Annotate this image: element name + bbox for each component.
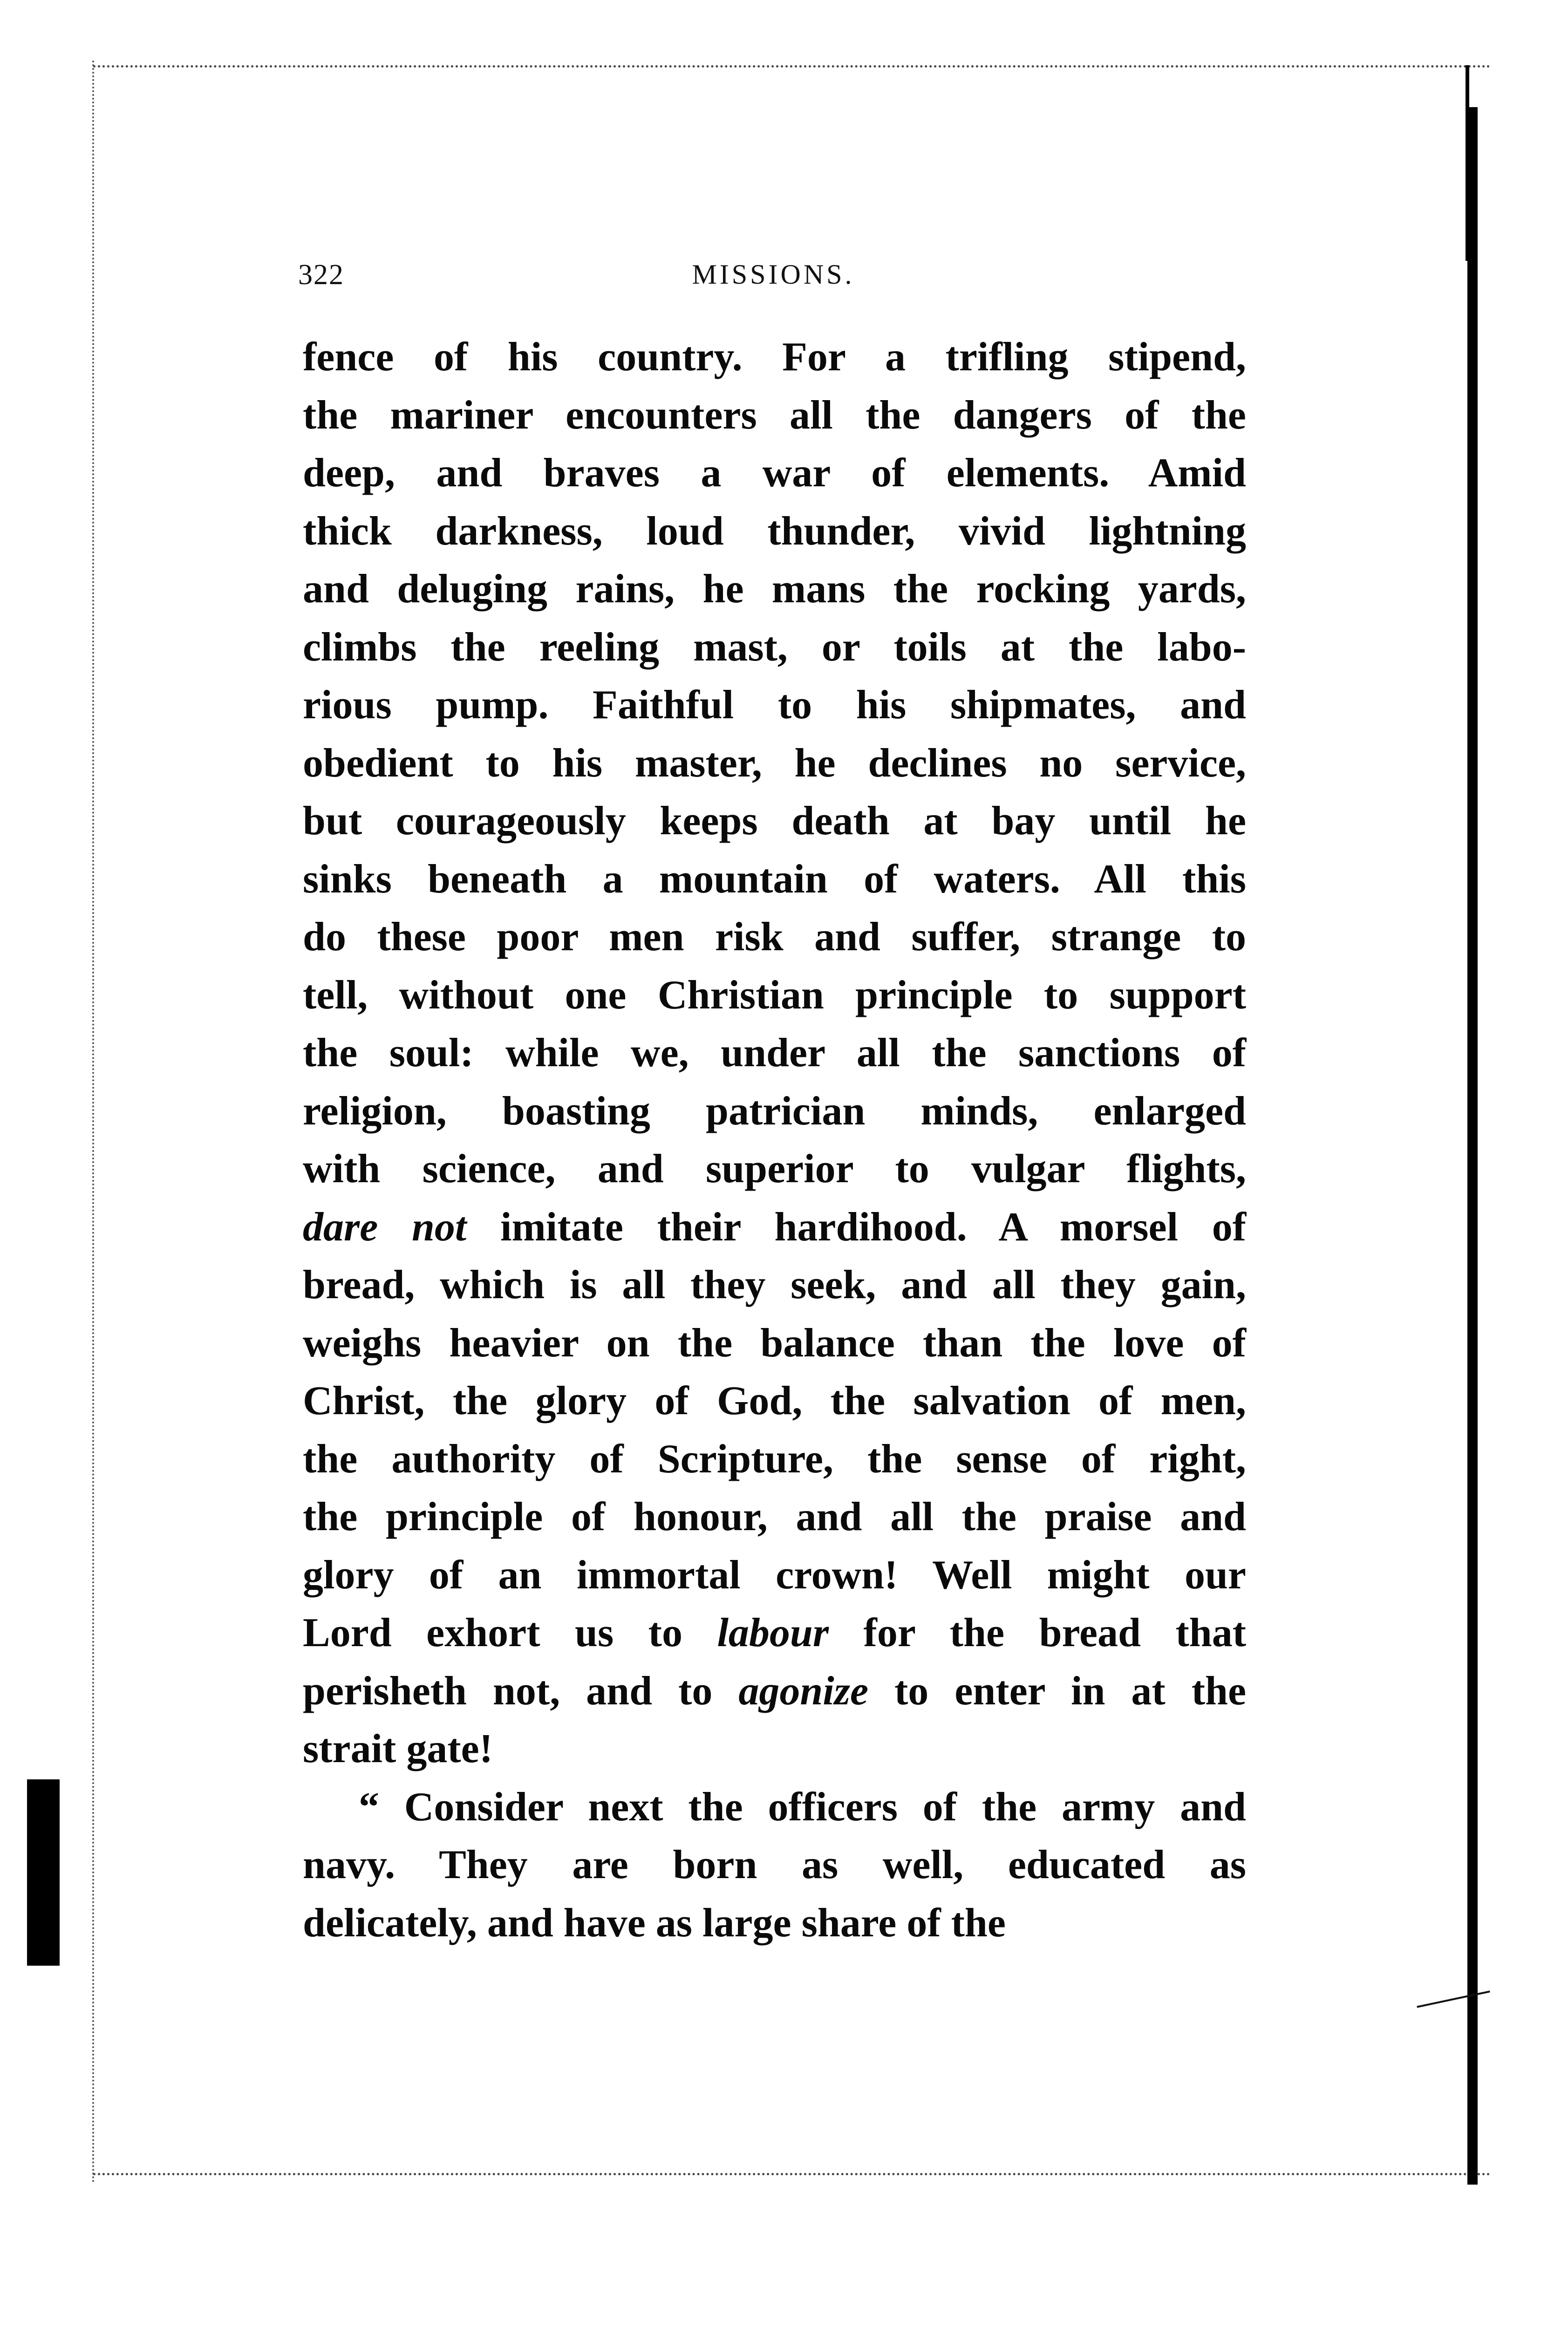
body-text: [303, 328, 1246, 1952]
text-line: the principle of honour, and all the praise and: [303, 1494, 1246, 1539]
text-run: imitate their hardihood. A morsel of: [466, 1204, 1246, 1250]
text-line: but courageously keeps death at bay until he: [303, 798, 1246, 844]
text-line: the authority of Scripture, the sense of right,: [303, 1436, 1246, 1482]
text-line: bread, which is all they seek, and all they gain,: [303, 1262, 1246, 1308]
text-line: obedient to his master, he declines no service,: [303, 740, 1246, 786]
text-line: the mariner encounters all the dangers of the: [303, 392, 1246, 438]
text-line: deep, and braves a war of elements. Amid: [303, 450, 1246, 496]
binding-shadow: [27, 1779, 60, 1966]
text-line: delicately, and have as large share of the: [303, 1900, 1006, 1946]
text-line: [303, 1662, 1246, 1721]
text-line: navy. They are born as well, educated as: [303, 1842, 1246, 1887]
text-run: for the bread that: [829, 1610, 1246, 1655]
text-line: with science, and superior to vulgar flights,: [303, 1146, 1246, 1192]
page-number: 322: [298, 259, 344, 291]
text-line: [303, 1199, 1246, 1257]
text-line: rious pump. Faithful to his shipmates, and: [303, 682, 1246, 728]
text-run: Lord exhort us to: [303, 1610, 717, 1655]
scan-artifact-mark: [1417, 1990, 1490, 2008]
section-title: MISSIONS.: [692, 259, 855, 290]
text-line: strait gate!: [303, 1726, 493, 1771]
text-line: do these poor men risk and suffer, strange to: [303, 914, 1246, 960]
text-line: religion, boasting patrician minds, enlarged: [303, 1088, 1246, 1134]
page-edge-top: [93, 65, 1491, 68]
text-line: sinks beneath a mountain of waters. All this: [303, 856, 1246, 902]
page-edge-left: [92, 61, 94, 2185]
page-edge-right: [1467, 107, 1478, 2185]
text-line: glory of an immortal crown! Well might our: [303, 1552, 1246, 1598]
italic-emphasis: dare not: [303, 1204, 467, 1250]
text-line: thick darkness, loud thunder, vivid lightning: [303, 508, 1246, 554]
text-line: climbs the reeling mast, or toils at the labo-: [303, 624, 1246, 670]
text-line: fence of his country. For a trifling stipend,: [303, 334, 1246, 380]
text-run: perisheth not, and to: [303, 1668, 739, 1714]
text-line: and deluging rains, he mans the rocking yards,: [303, 566, 1246, 612]
text-line: the soul: while we, under all the sanctions of: [303, 1030, 1246, 1076]
text-run: to enter in at the: [868, 1668, 1246, 1714]
italic-emphasis: agonize: [738, 1668, 869, 1714]
page-edge-bottom: [93, 2173, 1491, 2175]
italic-emphasis: labour: [717, 1610, 829, 1655]
text-line: weighs heavier on the balance than the love of: [303, 1320, 1246, 1366]
text-line: “ Consider next the officers of the army and: [359, 1784, 1246, 1830]
text-line: [303, 1604, 1246, 1662]
text-line: tell, without one Christian principle to support: [303, 972, 1246, 1018]
running-head: [298, 259, 1248, 300]
text-line: Christ, the glory of God, the salvation of men,: [303, 1378, 1246, 1423]
